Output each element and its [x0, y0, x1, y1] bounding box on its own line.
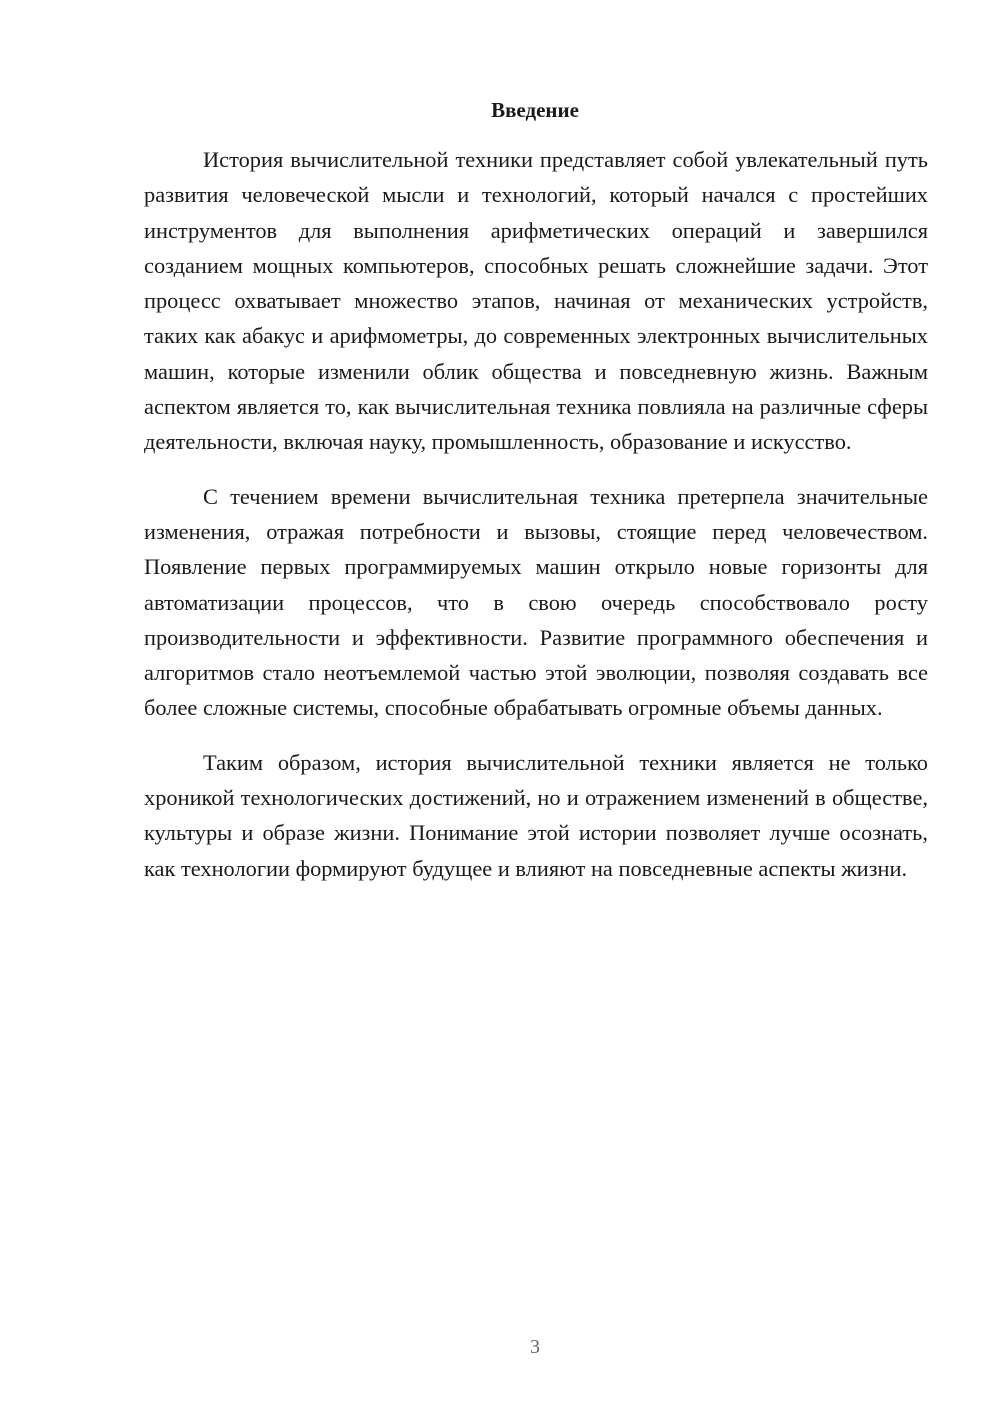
paragraph-3: Таким образом, история вычислительной техники является не только хроникой технологических достижений, но и отражением изменений в обществе, культуры и образе жизни. Понимание этой истории позволяет лучше осознать, как технологии формируют будущее и влияют на повседневные аспекты жизни. — [144, 749, 928, 881]
paragraph-1: История вычислительной техники представляет собой увлекательный путь развития человеческой мысли и технологий, который начался с простейших инструментов для выполнения арифметических операций и завершился созданием мощных компьютеров, способных решать сложнейшие задачи. Этот процесс охватывает множество этапов, начиная от механических устройств, таких как абакус и арифмометры, до современных электронных вычислительных машин, которые изменили облик общества и повседневную жизнь. Важным аспектом является то, как вычислительная техника повлияла на различные сферы деятельности, включая науку, промышленность, образование и искусство. — [144, 147, 928, 455]
page-number: 3 — [530, 1336, 540, 1358]
paragraph-2: С течением времени вычислительная техника претерпела значительные изменения, отражая потребности и вызовы, стоящие перед человечеством. Появление первых программируемых машин открыло новые горизонты для автоматизации процессов, что в свою очередь способствовало росту производительности и эффективности. Развитие программного обеспечения и алгоритмов стало неотъемлемой частью этой эволюции, позволяя создавать все более сложные системы, способные обрабатывать огромные объемы данных. — [144, 483, 928, 721]
body-text — [144, 142, 928, 905]
section-heading: Введение — [491, 98, 579, 122]
